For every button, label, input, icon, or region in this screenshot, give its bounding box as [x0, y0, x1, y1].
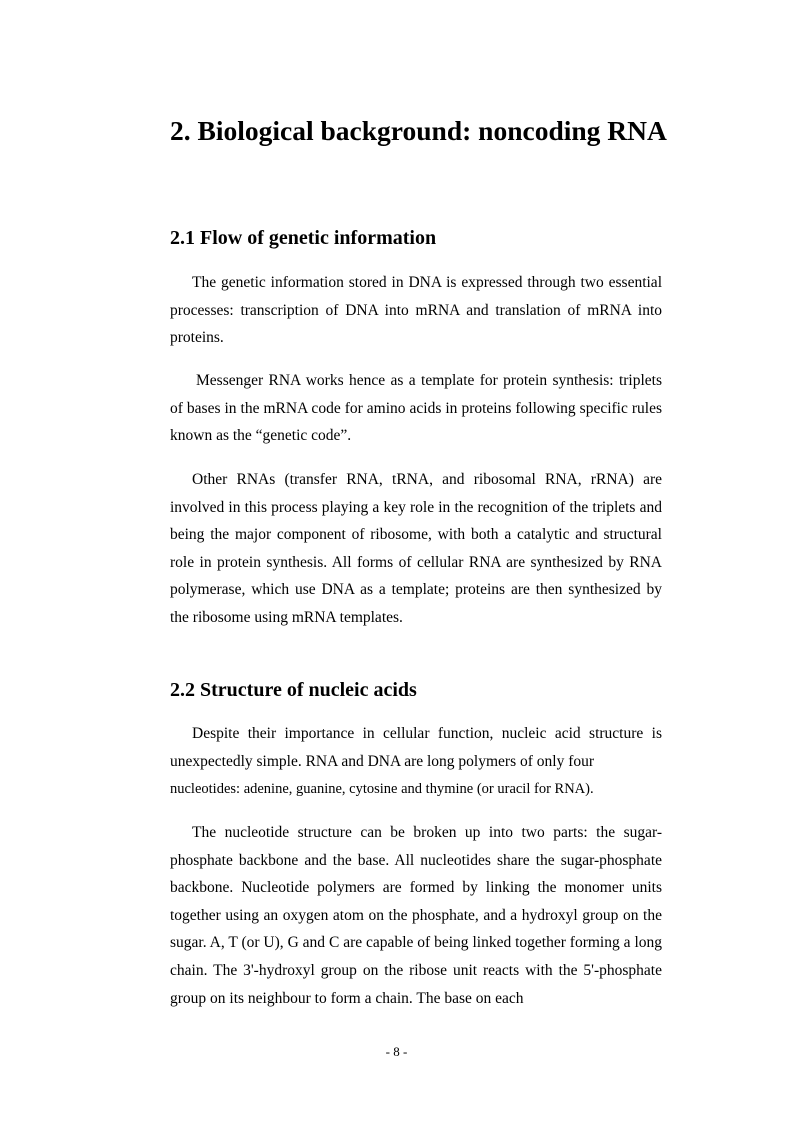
paragraph: The nucleotide structure can be broken up into two parts: the sugar-phosphate backbone and the base. All nucleotides share the sugar-phosphate backbone. Nucleotide polymers are formed by linking the monomer units together using an oxygen atom on the phosphate, and a hydroxyl group on the sugar. A, T (or U), G and C are capable of being linked together forming a long chain. The 3'-hydroxyl group on the ribose unit reacts with the 5'-phosphate group on its neighbour to form a chain. The base on each [170, 824, 662, 1007]
chapter-title: 2. Biological background: noncoding RNA [170, 115, 667, 146]
paragraph: Despite their importance in cellular function, nucleic acid structure is unexpectedly simple. RNA and DNA are long polymers of only four [170, 725, 662, 770]
page-number: - 8 - [385, 1044, 408, 1059]
section-heading-2-2: 2.2 Structure of nucleic acids [170, 679, 417, 701]
paragraph: Other RNAs (transfer RNA, tRNA, and ribosomal RNA, rRNA) are involved in this process playing a key role in the recognition of the triplets and being the major component of ribosome, with both a catalytic and structural role in protein synthesis. All forms of cellular RNA are synthesized by RNA polymerase, which use DNA as a template; proteins are then synthesized by the ribosome using mRNA templates. [170, 471, 662, 626]
paragraph: The genetic information stored in DNA is expressed through two essential processes: transcription of DNA into mRNA and translation of mRNA into proteins. [170, 274, 662, 347]
paragraph: Messenger RNA works hence as a template for protein synthesis: triplets of bases in the mRNA code for amino acids in proteins following specific rules known as the “genetic code”. [170, 372, 662, 445]
paragraph-continuation: nucleotides: adenine, guanine, cytosine and thymine (or uracil for RNA). [170, 781, 594, 797]
section-heading-2-1: 2.1 Flow of genetic information [170, 227, 437, 249]
